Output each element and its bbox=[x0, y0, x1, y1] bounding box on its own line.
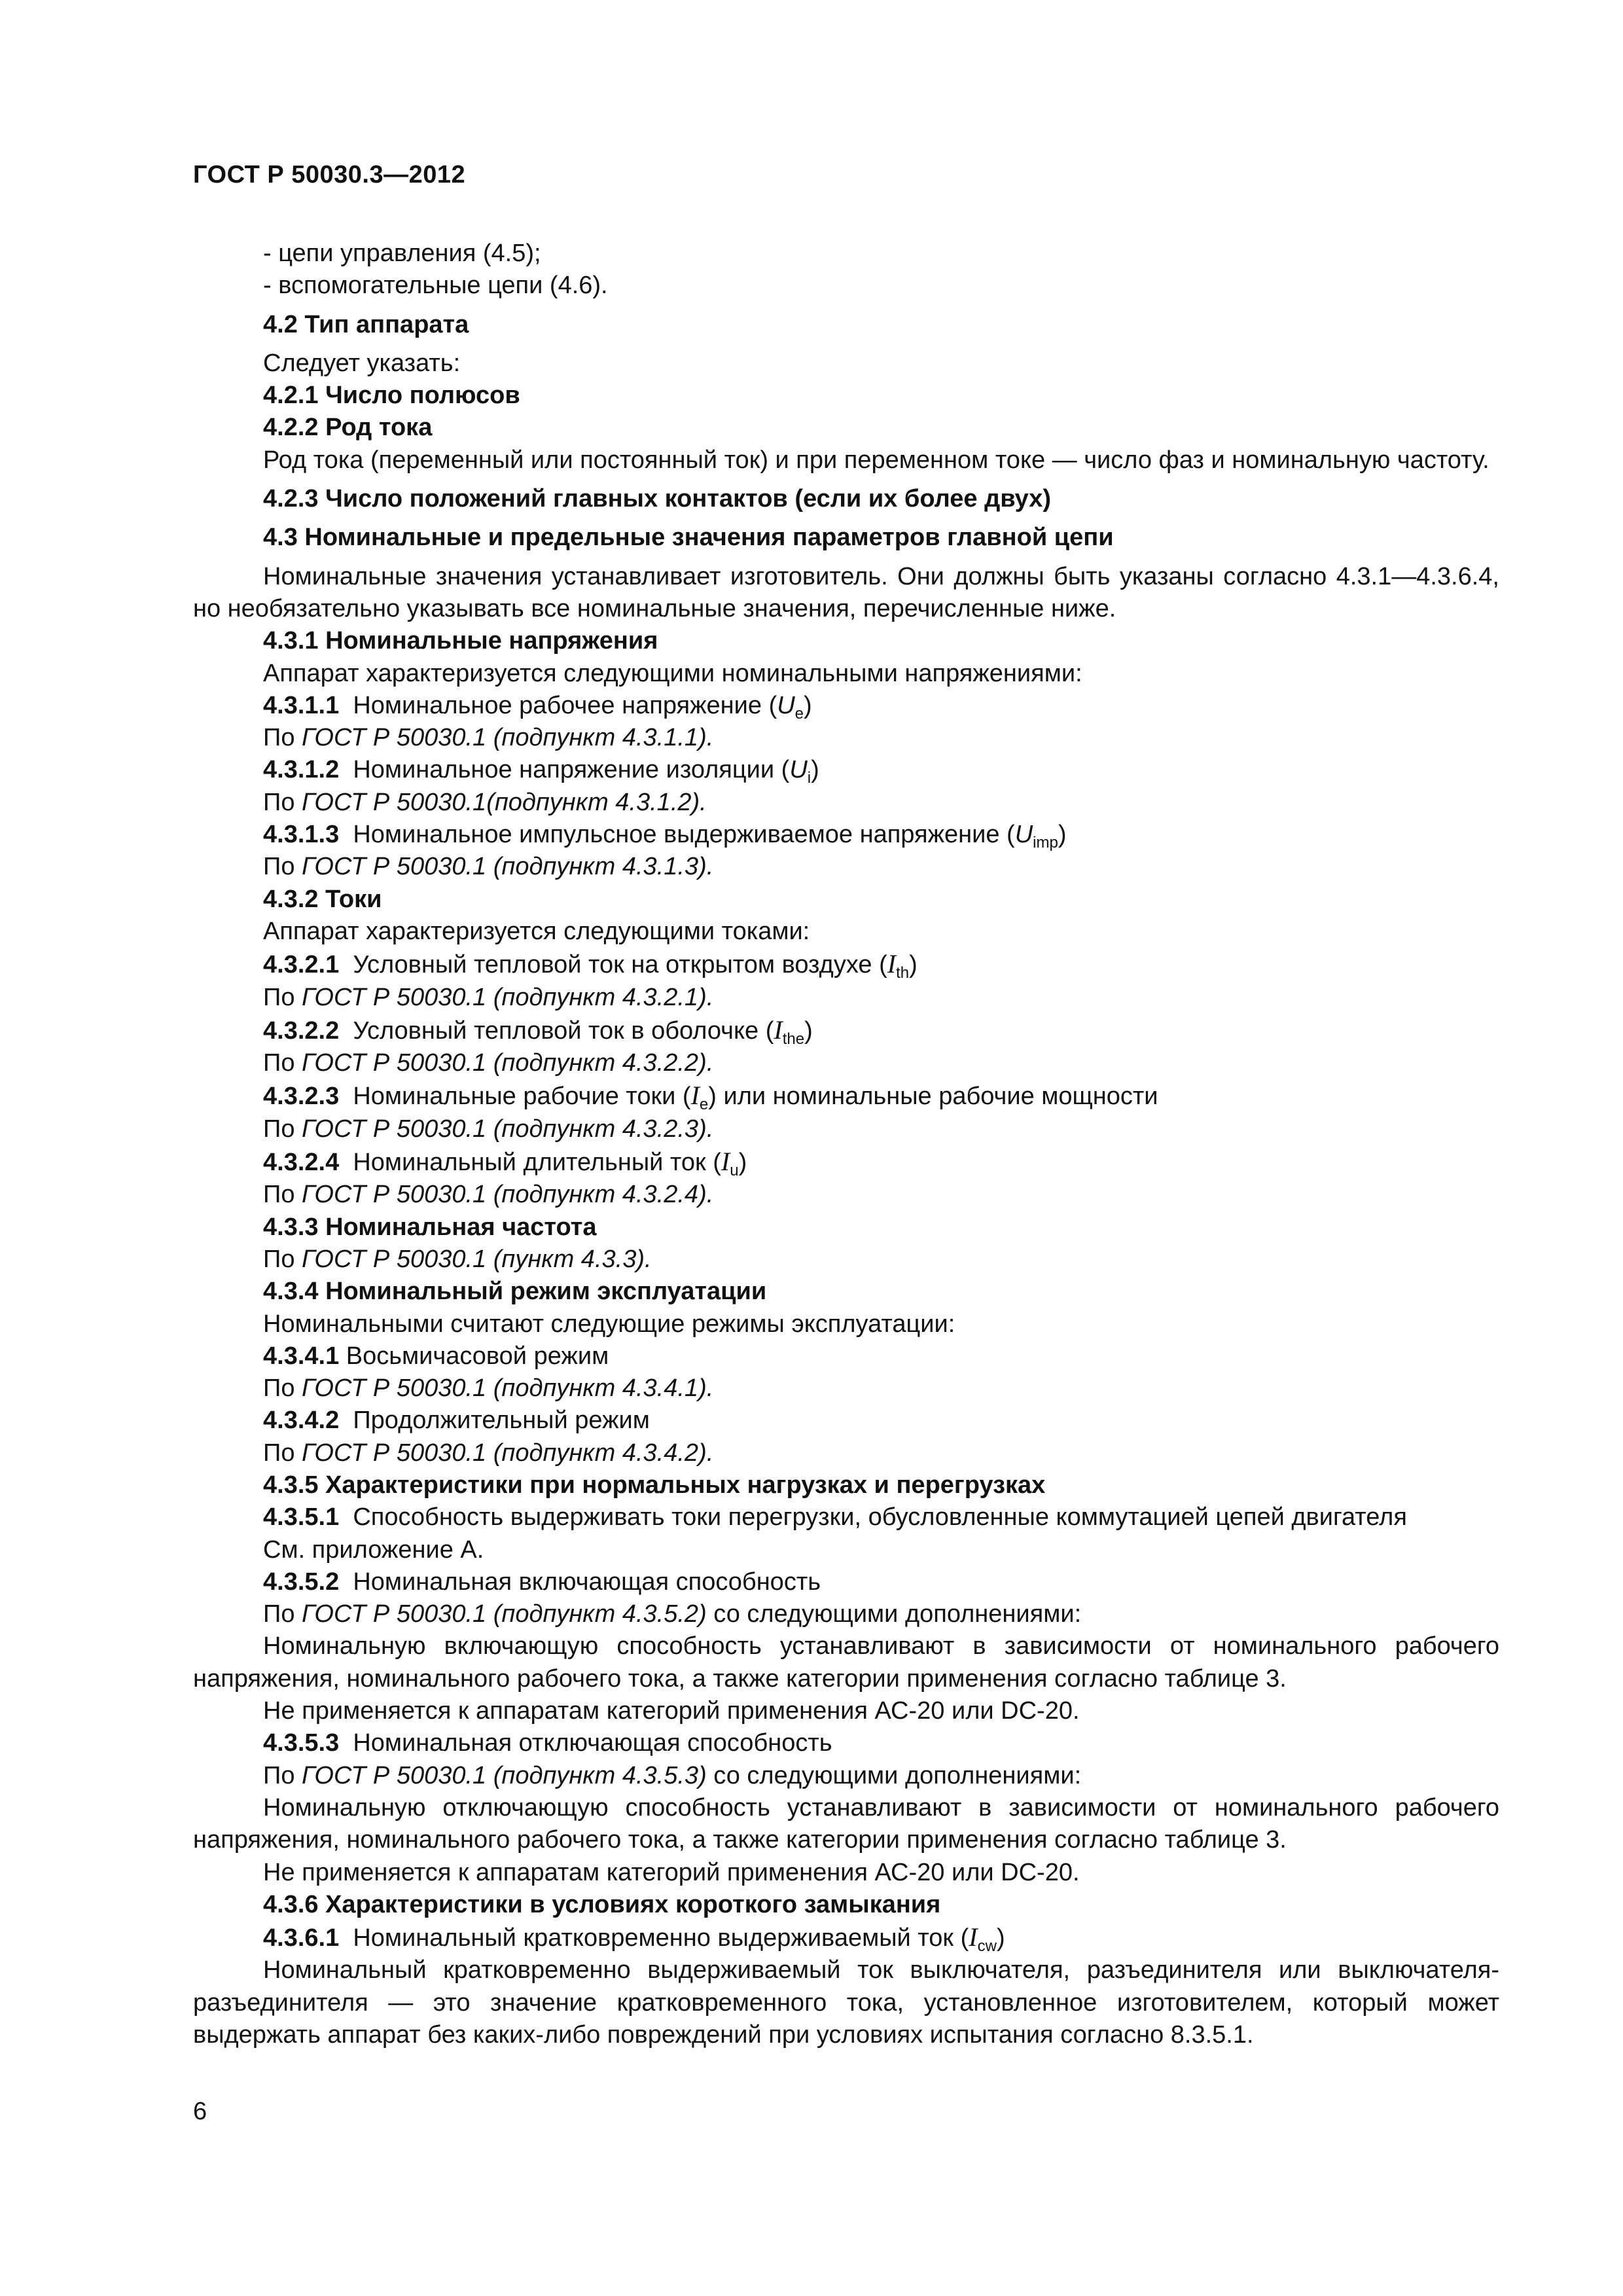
clause bbox=[193, 754, 1499, 786]
reference-line: По ГОСТ Р 50030.1 (подпункт 4.3.4.1). bbox=[263, 1374, 714, 1403]
clause bbox=[193, 1566, 1499, 1598]
clause-number: 4.3.2.1 bbox=[263, 951, 340, 979]
clause-label: Номинальное рабочее напряжение ( bbox=[353, 691, 777, 719]
subscript: imp bbox=[1033, 834, 1058, 852]
paragraph: Следует указать: bbox=[263, 349, 461, 377]
paragraph: Не применяется к аппаратам категорий применения АС-20 или DC-20. bbox=[263, 1858, 1080, 1886]
standard-reference: ГОСТ Р 50030.1 (подпункт 4.3.5.2) bbox=[302, 1600, 707, 1628]
clause-close: ) или номинальные рабочие мощности bbox=[708, 1083, 1158, 1111]
standard-reference: ГОСТ Р 50030.1 (подпункт 4.3.4.2). bbox=[302, 1439, 714, 1467]
reference-line: По ГОСТ Р 50030.1 (подпункт 4.3.1.3). bbox=[263, 853, 714, 881]
clause-number: 4.3.5.3 bbox=[263, 1729, 340, 1757]
symbol: I bbox=[721, 1147, 730, 1177]
clause-label: Способность выдерживать токи перегрузки, обусловленные коммутацией цепей двигателя bbox=[353, 1503, 1407, 1532]
symbol: I bbox=[887, 949, 897, 979]
standard-reference: ГОСТ Р 50030.1 (подпункт 4.3.4.1). bbox=[302, 1374, 714, 1403]
symbol: I bbox=[969, 1922, 978, 1952]
standard-reference: ГОСТ Р 50030.1 (подпункт 4.3.2.3). bbox=[302, 1115, 714, 1143]
section-heading: 4.2.2 Род тока bbox=[263, 414, 433, 442]
section-heading: 4.3.4 Номинальный режим эксплуатации bbox=[263, 1278, 767, 1306]
subscript: i bbox=[807, 769, 812, 787]
reference-line: По ГОСТ Р 50030.1 (подпункт 4.3.1.1). bbox=[263, 724, 714, 752]
clause-label: Номинальный кратковременно выдерживаемый ток ( bbox=[353, 1924, 969, 1952]
clause bbox=[193, 1501, 1499, 1534]
document-body bbox=[193, 238, 1499, 2051]
paragraph: Номинальными считают следующие режимы эксплуатации: bbox=[263, 1310, 955, 1338]
section-heading: 4.3.5 Характеристики при нормальных нагрузках и перегрузках bbox=[263, 1471, 1046, 1499]
clause-label: Номинальный длительный ток ( bbox=[353, 1149, 721, 1177]
clause-number: 4.3.1.3 bbox=[263, 821, 340, 849]
page-number: 6 bbox=[193, 2098, 207, 2125]
section-heading: 4.3.1 Номинальные напряжения bbox=[263, 627, 658, 655]
clause bbox=[193, 1405, 1499, 1437]
clause-number: 4.3.2.3 bbox=[263, 1083, 340, 1111]
clause-label: Номинальная отключающая способность bbox=[353, 1729, 832, 1757]
clause-close: ) bbox=[738, 1149, 747, 1177]
clause-close: ) bbox=[996, 1924, 1005, 1952]
clause-close: ) bbox=[804, 691, 812, 719]
clause bbox=[193, 948, 1499, 981]
symbol: I bbox=[690, 1081, 700, 1111]
reference-line: По ГОСТ Р 50030.1 (подпункт 4.3.5.3) со следующими дополнениями: bbox=[263, 1761, 1082, 1789]
clause-number: 4.3.1.1 bbox=[263, 691, 340, 719]
section-heading: 4.2.3 Число положений главных контактов (если их более двух) bbox=[263, 485, 1051, 513]
subscript: e bbox=[794, 704, 804, 723]
paragraph: Номинальный кратковременно выдерживаемый ток выключателя, разъединителя или выключателя-разъединителя — это значение кратковременного тока, установленное изготовителем, который может выдержать аппарат без каких-либо повреждений при условиях испытания согласно 8.3.5.1. bbox=[193, 1956, 1499, 2049]
clause-close: ) bbox=[909, 951, 918, 979]
subscript: e bbox=[699, 1096, 709, 1114]
list-item: - цепи управления (4.5); bbox=[263, 240, 541, 267]
paragraph: Номинальную включающую способность устанавливают в зависимости от номинального рабочего напряжения, номинального рабочего тока, а также категории применения согласно таблице 3. bbox=[193, 1632, 1499, 1693]
clause bbox=[193, 1340, 1499, 1372]
section-heading: 4.3.6 Характеристики в условиях короткого замыкания bbox=[263, 1890, 941, 1918]
list-item: - вспомогательные цепи (4.6). bbox=[263, 272, 608, 300]
symbol: U bbox=[789, 756, 808, 784]
paragraph: Не применяется к аппаратам категорий применения АС-20 или DC-20. bbox=[263, 1697, 1080, 1725]
clause bbox=[193, 1727, 1499, 1759]
clause bbox=[193, 1079, 1499, 1113]
section-heading: 4.2.1 Число полюсов bbox=[263, 382, 520, 410]
reference-line: По ГОСТ Р 50030.1(подпункт 4.3.1.2). bbox=[263, 788, 707, 816]
reference-line: По ГОСТ Р 50030.1 (подпункт 4.3.2.3). bbox=[263, 1115, 714, 1143]
clause-number: 4.3.2.2 bbox=[263, 1016, 340, 1045]
standard-reference: ГОСТ Р 50030.1 (подпункт 4.3.1.1). bbox=[302, 724, 714, 752]
reference-line: По ГОСТ Р 50030.1 (подпункт 4.3.2.4). bbox=[263, 1181, 714, 1209]
clause-close: ) bbox=[804, 1016, 813, 1045]
paragraph: Номинальную отключающую способность устанавливают в зависимости от номинального рабочего напряжения, номинального рабочего тока, а также категории применения согласно таблице 3. bbox=[193, 1793, 1499, 1854]
document-header: ГОСТ Р 50030.3—2012 bbox=[193, 161, 466, 188]
symbol: U bbox=[1014, 821, 1033, 849]
subscript: u bbox=[730, 1162, 739, 1180]
standard-reference: ГОСТ Р 50030.1 (подпункт 4.3.2.4). bbox=[302, 1181, 714, 1209]
clause-number: 4.3.5.1 bbox=[263, 1503, 340, 1532]
clause bbox=[193, 1014, 1499, 1047]
clause-number: 4.3.6.1 bbox=[263, 1924, 340, 1952]
reference-line: По ГОСТ Р 50030.1 (подпункт 4.3.4.2). bbox=[263, 1439, 714, 1467]
clause bbox=[193, 819, 1499, 851]
clause-label: Условный тепловой ток в оболочке ( bbox=[353, 1016, 774, 1045]
subscript: cw bbox=[977, 1937, 997, 1956]
paragraph: См. приложение А. bbox=[263, 1535, 484, 1564]
clause-label: Восьмичасовой режим bbox=[346, 1342, 609, 1370]
standard-reference: ГОСТ Р 50030.1 (подпункт 4.3.5.3) bbox=[302, 1761, 707, 1789]
standard-reference: ГОСТ Р 50030.1 (пункт 4.3.3). bbox=[302, 1245, 652, 1273]
clause-label: Номинальное импульсное выдерживаемое напряжение ( bbox=[353, 821, 1015, 849]
reference-line: По ГОСТ Р 50030.1 (подпункт 4.3.2.1). bbox=[263, 983, 714, 1011]
section-heading: 4.3 Номинальные и предельные значения параметров главной цепи bbox=[263, 524, 1114, 552]
clause-number: 4.3.4.1 bbox=[263, 1342, 340, 1370]
standard-reference: ГОСТ Р 50030.1 (подпункт 4.3.2.2). bbox=[302, 1049, 714, 1077]
clause-number: 4.3.1.2 bbox=[263, 756, 340, 784]
reference-line: По ГОСТ Р 50030.1 (пункт 4.3.3). bbox=[263, 1245, 652, 1273]
symbol: I bbox=[774, 1014, 783, 1045]
paragraph: Аппарат характеризуется следующими номинальными напряжениями: bbox=[263, 659, 1082, 687]
subscript: th bbox=[896, 964, 910, 982]
paragraph: Аппарат характеризуется следующими токами: bbox=[263, 917, 810, 945]
paragraph: Номинальные значения устанавливает изготовитель. Они должны быть указаны согласно 4.3.1—4.3.6.4, но необязательно указывать все номинальные значения, перечисленные ниже. bbox=[193, 562, 1499, 622]
clause bbox=[193, 690, 1499, 722]
paragraph: Род тока (переменный или постоянный ток) и при переменном токе — число фаз и номинальную частоту. bbox=[263, 446, 1489, 474]
reference-line: По ГОСТ Р 50030.1 (подпункт 4.3.5.2) со следующими дополнениями: bbox=[263, 1600, 1082, 1628]
section-heading: 4.3.3 Номинальная частота bbox=[263, 1213, 597, 1241]
standard-reference: ГОСТ Р 50030.1(подпункт 4.3.1.2). bbox=[302, 788, 707, 816]
section-heading: 4.2 Тип аппарата bbox=[263, 310, 469, 338]
clause-number: 4.3.4.2 bbox=[263, 1407, 340, 1435]
standard-reference: ГОСТ Р 50030.1 (подпункт 4.3.1.3). bbox=[302, 853, 714, 881]
clause-label: Продолжительный режим bbox=[353, 1407, 650, 1435]
clause-label: Номинальные рабочие токи ( bbox=[353, 1083, 691, 1111]
symbol: U bbox=[777, 691, 795, 719]
clause bbox=[193, 1145, 1499, 1179]
standard-reference: ГОСТ Р 50030.1 (подпункт 4.3.2.1). bbox=[302, 983, 714, 1011]
clause-close: ) bbox=[811, 756, 819, 784]
clause-label: Номинальная включающая способность bbox=[353, 1568, 821, 1596]
clause-close: ) bbox=[1058, 821, 1067, 849]
clause-number: 4.3.2.4 bbox=[263, 1149, 340, 1177]
reference-line: По ГОСТ Р 50030.1 (подпункт 4.3.2.2). bbox=[263, 1049, 714, 1077]
section-heading: 4.3.2 Токи bbox=[263, 885, 382, 913]
subscript: the bbox=[782, 1030, 805, 1048]
clause-number: 4.3.5.2 bbox=[263, 1568, 340, 1596]
clause-label: Номинальное напряжение изоляции ( bbox=[353, 756, 790, 784]
clause bbox=[193, 1921, 1499, 1954]
clause-label: Условный тепловой ток на открытом воздухе ( bbox=[353, 951, 887, 979]
